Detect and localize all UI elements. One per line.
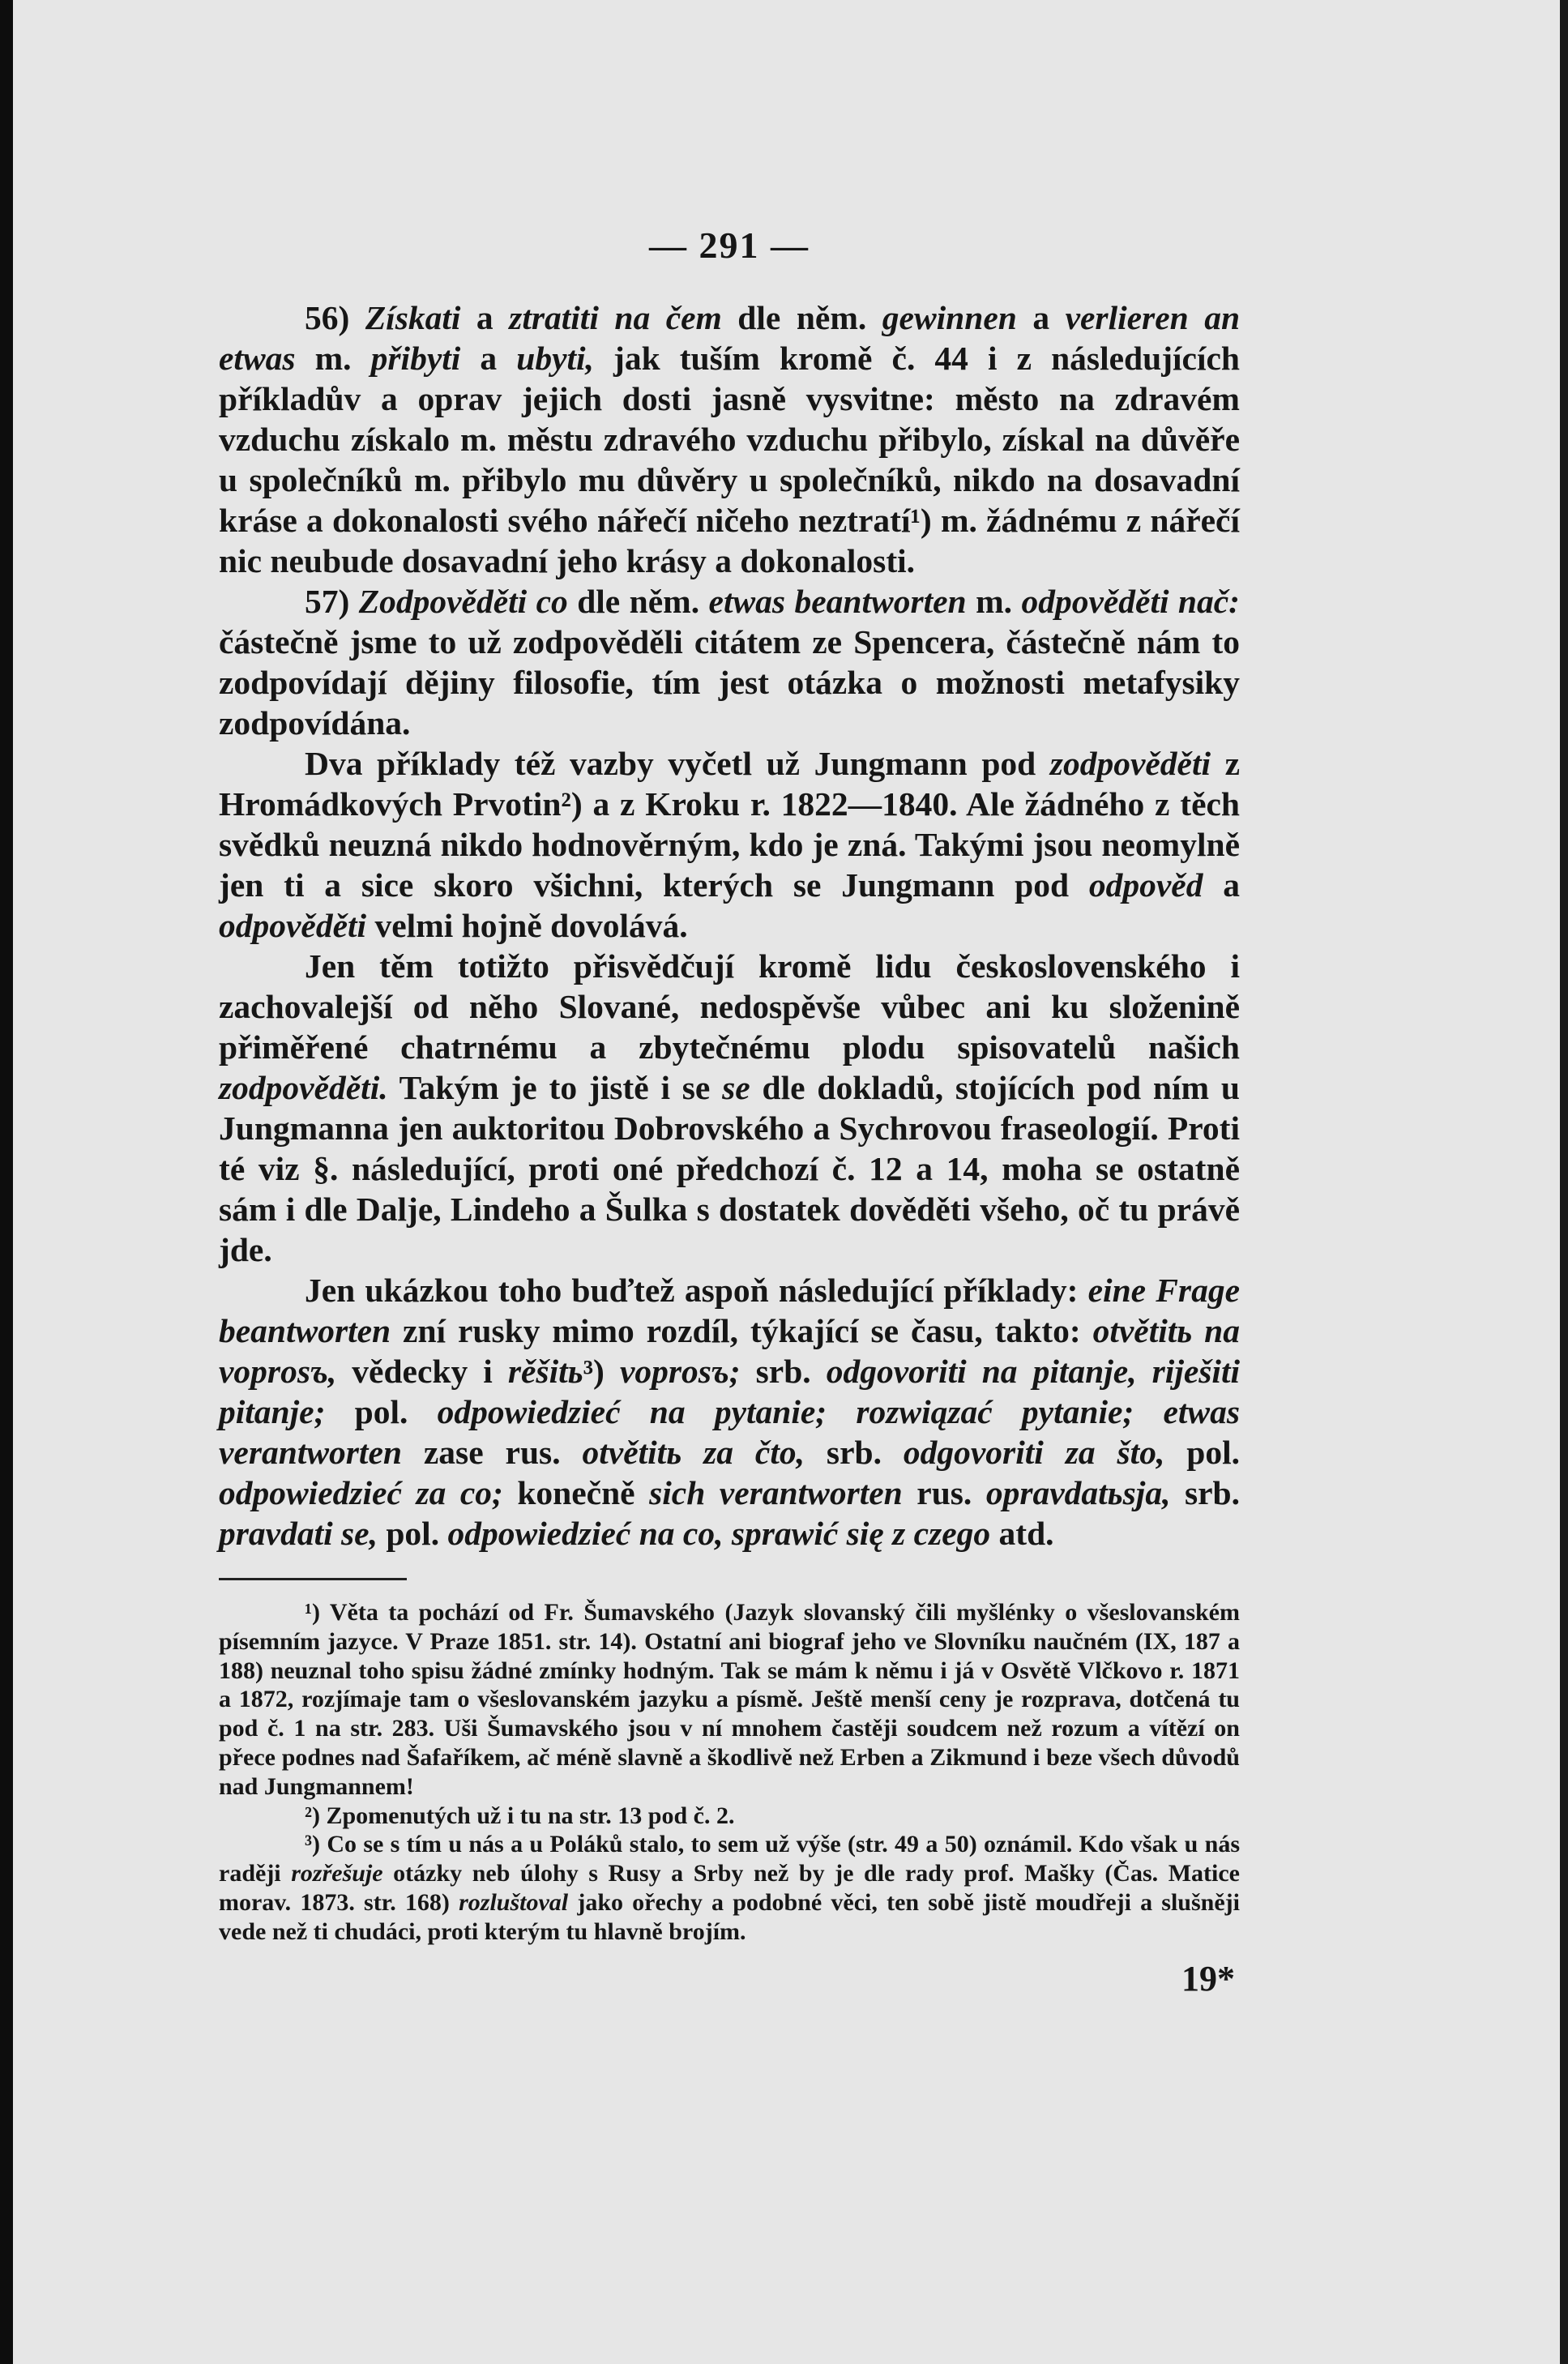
body-text bbox=[219, 297, 1240, 1554]
italic-run: Získati bbox=[365, 299, 461, 336]
text-run: dle dokladů, stojících pod ním u Jungmanna jen auktoritou Dobrovského a Sychrovou fraseologií. Proti té viz §. následující, proti oné předchozí č. 12 a 14, moha se ostatně sám i dle Dalje, Lindeho a Šulka s dostatek dověděti všeho, oč tu právě jde. bbox=[219, 1069, 1240, 1268]
text-run: otázky neb úlohy s Rusy a Srby než by je dle rady prof. Mašky (Čas. Matice morav. 1873. str. 168) bbox=[219, 1860, 1241, 1916]
italic-run: odpověděti bbox=[219, 907, 367, 944]
text-run: jak tuším kromě č. 44 i z následujících příkladův a oprav jejich dosti jasně vysvitne: město na zdravém vzduchu získalo m. městu zdravého vzduchu přibylo, získal na důvěře u společníků m. přibylo mu důvěry u společníků, nikdo na dosavadní kráse a dokonalosti svého nářečí ničeho neztratí¹) m. žádnému z nářečí nic neubude dosavadní jeho krásy a dokonalosti. bbox=[219, 340, 1240, 579]
text-run: dle něm. bbox=[721, 299, 882, 336]
text-run: jako ořechy a podobné věci, ten sobě jistě moudřeji a slušněji vede než ti chudáci, proti kterým tu hlavně brojím. bbox=[219, 1888, 1240, 1945]
text-run: a bbox=[1203, 866, 1241, 904]
text-run: zase rus. bbox=[401, 1434, 583, 1471]
text-run: m. bbox=[295, 340, 371, 377]
italic-run: sich verantworten bbox=[649, 1474, 903, 1511]
signature-mark: 19* bbox=[1181, 1958, 1235, 1998]
italic-run: rozluštoval bbox=[459, 1888, 569, 1916]
text-run: a bbox=[1016, 299, 1066, 336]
text-run: ³) Co se s tím u nás a u Poláků stalo, to sem už výše (str. 49 a 50) oznámil. Kdo však u nás raději bbox=[219, 1831, 1240, 1887]
italic-run: verlieren an etwas bbox=[219, 299, 1241, 377]
text-run: konečně bbox=[502, 1474, 650, 1511]
italic-run: zodpověděti bbox=[1049, 745, 1211, 782]
page-number-header: — 291 — bbox=[649, 224, 810, 266]
italic-run: přibyti bbox=[370, 340, 461, 377]
text-run: srb. bbox=[740, 1353, 827, 1390]
italic-run: ztratiti na čem bbox=[509, 299, 722, 336]
text-run: 57) bbox=[305, 583, 359, 620]
text-run: vědecky i bbox=[336, 1353, 508, 1390]
document-page bbox=[219, 224, 1240, 1999]
text-run: Dva příklady též vazby vyčetl už Jungmann pod bbox=[305, 745, 1050, 782]
text-run: velmi hojně dovolává. bbox=[366, 907, 688, 944]
text-run: zní rusky mimo rozdíl, týkající se času, takto: bbox=[391, 1312, 1093, 1349]
text-run: Jen ukázkou toho buďtež aspoň následující příklady: bbox=[305, 1272, 1088, 1309]
italic-run: rozřešuje bbox=[291, 1860, 383, 1887]
footnotes bbox=[219, 1598, 1240, 1947]
paragraph-56 bbox=[219, 297, 1240, 581]
italic-run: odpowiedzieć na co, sprawić się z czego bbox=[447, 1515, 991, 1552]
footnote-divider bbox=[219, 1578, 407, 1580]
text-run: ²) Zpomenutých už i tu na str. 13 pod č. 2. bbox=[305, 1802, 735, 1829]
italic-run: odpowiedzieć na pytanie; rozwiązać pytanie; etwas verantworten bbox=[219, 1393, 1240, 1471]
italic-run: se bbox=[722, 1069, 750, 1106]
text-run: atd. bbox=[990, 1515, 1054, 1552]
italic-run: opravdatьsja, bbox=[985, 1474, 1171, 1511]
scan-edge-left bbox=[0, 0, 13, 2364]
italic-run: odpověděti nač: bbox=[1021, 583, 1241, 620]
text-run: pol. bbox=[377, 1515, 448, 1552]
paragraph-examples bbox=[219, 1270, 1240, 1554]
italic-run: voprosъ; bbox=[619, 1353, 741, 1390]
italic-run: ubyti, bbox=[516, 340, 594, 377]
text-run: srb. bbox=[1170, 1474, 1240, 1511]
italic-run: otvětitь za čto, bbox=[582, 1434, 805, 1471]
italic-run: rěšitь bbox=[507, 1353, 583, 1390]
text-run: Jen těm totižto přisvědčují kromě lidu československého i zachovalejší od něho Slované, nedospěvše vůbec ani ku složenině přiměřené chatrnému a zbytečnému plodu spisovatelů našich bbox=[219, 947, 1240, 1066]
italic-run: Zodpověděti co bbox=[358, 583, 568, 620]
footnote-3 bbox=[219, 1830, 1240, 1946]
scan-edge-right bbox=[1560, 0, 1568, 2364]
italic-run: eine Frage beantworten bbox=[219, 1272, 1241, 1349]
italic-run: odpowiedzieć za co; bbox=[219, 1474, 503, 1511]
italic-run: odgovoriti za što, bbox=[903, 1434, 1165, 1471]
text-run: z Hromádkových Prvotin²) a z Kroku r. 1822—1840. Ale žádného z těch svědků neuzná nikdo hodnověrným, kdo je zná. Takými jsou neomylně jen ti a sice skoro všichni, kterých se Jungmann pod bbox=[219, 745, 1241, 904]
text-run: ¹) Věta ta pochází od Fr. Šumavského (Jazyk slovanský čili myšlénky o všeslovanském písemním jazyce. V Praze 1851. str. 14). Ostatní ani biograf jeho ve Slovníku naučném (IX, 187 a 188) neuznal toho spisu žádné zmínky hodným. Tak se mám k němu i já v Osvětě Vlčkovo r. 1871 a 1872, rozjímaje tam o všeslovanském jazyku a písmě. Ještě menší ceny je rozprava, dotčená tu pod č. 1 na str. 283. Uši Šumavského jsou v ní mnohem častěji soudcem než rozum a vítězí on přece podnes nad Šafaříkem, ač méně slavně a škodlivě než Erben a Zikmund i beze všech důvodů nad Jungmannem! bbox=[219, 1599, 1240, 1800]
paragraph-57 bbox=[219, 581, 1240, 743]
italic-run: odpověd bbox=[1088, 866, 1203, 904]
text-run: pol. bbox=[1164, 1434, 1240, 1471]
footnote-2 bbox=[219, 1802, 1240, 1831]
text-run: rus. bbox=[902, 1474, 986, 1511]
text-run: m. bbox=[966, 583, 1022, 620]
italic-run: etwas beantworten bbox=[708, 583, 967, 620]
text-run: pol. bbox=[325, 1393, 438, 1430]
text-run: 56) bbox=[305, 299, 365, 336]
italic-run: odgovoriti na pitanje, riješiti pitanje; bbox=[219, 1353, 1241, 1430]
italic-run: zodpověděti. bbox=[219, 1069, 388, 1106]
text-run: ³) bbox=[583, 1353, 620, 1390]
footnote-1 bbox=[219, 1598, 1240, 1802]
text-run: dle něm. bbox=[567, 583, 709, 620]
text-run: Takým je to jistě i se bbox=[387, 1069, 723, 1106]
italic-run: gewinnen bbox=[882, 299, 1017, 336]
text-run: a bbox=[460, 340, 517, 377]
text-run: částečně jsme to už zodpověděli citátem ze Spencera, částečně nám to zodpovídají dějiny filosofie, tím jest otázka o možnosti metafysiky zodpovídána. bbox=[219, 623, 1240, 742]
paragraph-jungmann bbox=[219, 743, 1240, 946]
text-run: srb. bbox=[805, 1434, 904, 1471]
paragraph-slovane bbox=[219, 946, 1240, 1270]
text-run: a bbox=[460, 299, 510, 336]
italic-run: pravdati se, bbox=[219, 1515, 378, 1552]
italic-run: otvětitь na voprosъ, bbox=[219, 1312, 1240, 1390]
